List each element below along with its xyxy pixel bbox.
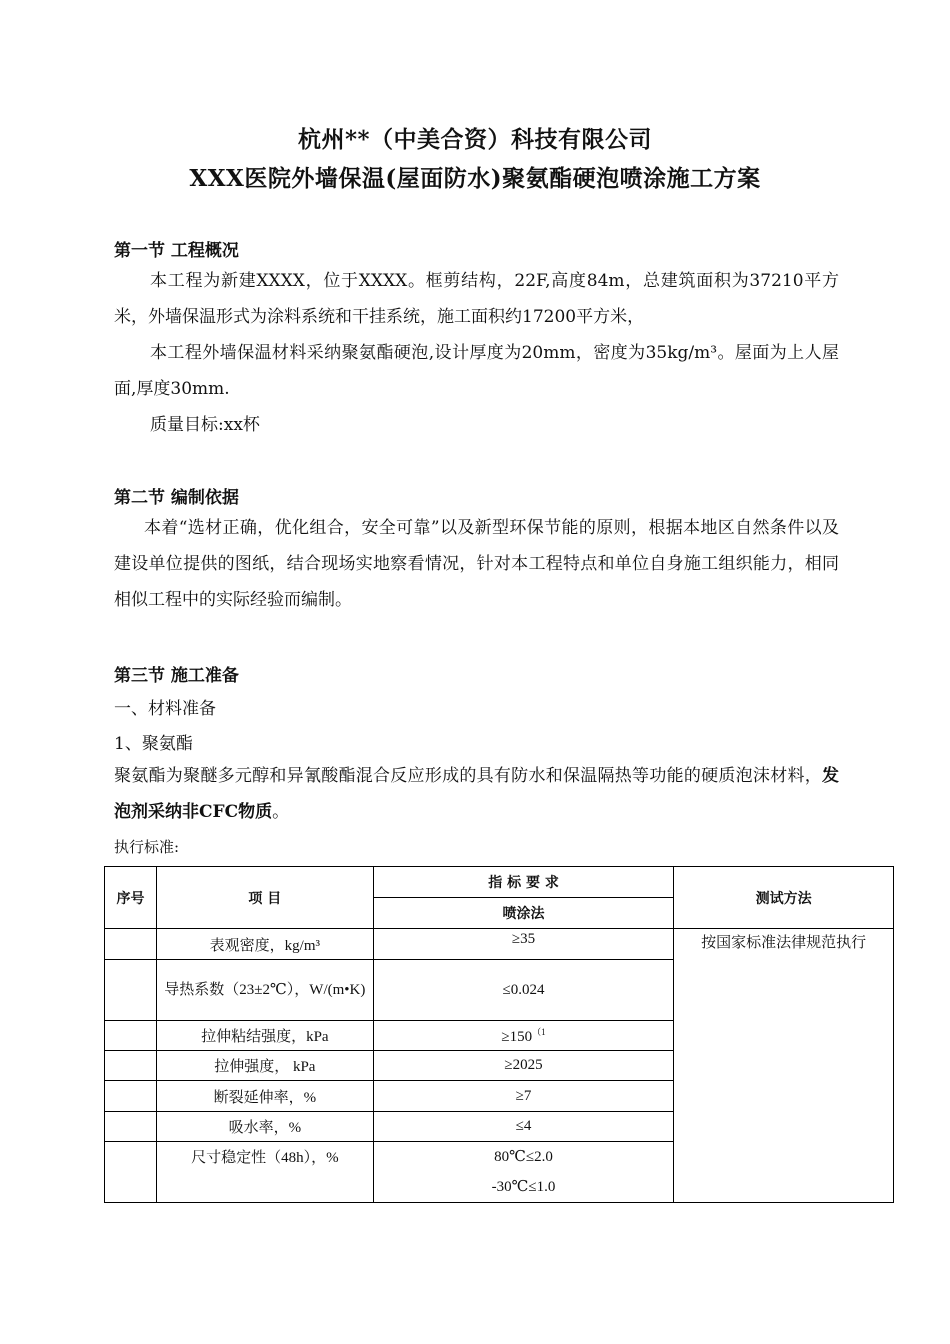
row-item: 导热系数（23±2℃），W/(m•K): [156, 960, 373, 1021]
table-row: [105, 929, 894, 960]
section-1-paragraph-2: 本工程外墙保温材料采纳聚氨酯硬泡,设计厚度为20mm，密度为35kg/m³。屋面为上人屋面,厚度30mm.: [114, 343, 839, 399]
section-1-paragraph-1: 本工程为新建XXXX，位于XXXX。框剪结构，22F,高度84m，总建筑面积为37210平方米，外墙保温形式为涂料系统和干挂系统，施工面积约17200平方米，: [114, 271, 839, 327]
spec-table: [104, 866, 894, 1203]
row-item: 拉伸粘结强度，kPa: [156, 1021, 373, 1051]
row-value: ≥7: [373, 1081, 674, 1112]
value-low-temp: -30℃≤1.0: [491, 1179, 556, 1195]
document-title: XXX医院外墙保温(屋面防水)聚氨酯硬泡喷涂施工方案: [189, 165, 761, 192]
section-1-quality-goal: 质量目标:xx杯: [150, 415, 260, 435]
row-value: [373, 1021, 674, 1051]
header-indicator: 指 标 要 求: [373, 867, 674, 898]
row-value: ≤4: [373, 1112, 674, 1142]
company-title: 杭州**（中美合资）科技有限公司: [297, 126, 653, 153]
row-no: [105, 1142, 157, 1203]
description-end: 。: [272, 802, 290, 822]
test-method: 按国家标准法律规范执行: [674, 929, 894, 1203]
row-value: ≥2025: [373, 1051, 674, 1081]
blowing-agent-note: 发泡剂采纳非CFC物质: [114, 766, 839, 822]
description-text: 聚氨酯为聚醚多元醇和异氰酸酯混合反应形成的具有防水和保温隔热等功能的硬质泡沫材料，: [114, 766, 822, 786]
section-3-heading: 第三节 施工准备: [114, 666, 239, 686]
section-1-heading: 第一节 工程概况: [114, 241, 239, 261]
row-value: [373, 1142, 674, 1203]
row-item: 表观密度，kg/m³: [156, 929, 373, 960]
footnote-mark: （1: [532, 1027, 546, 1037]
row-item: 拉伸强度， kPa: [156, 1051, 373, 1081]
row-no: [105, 1081, 157, 1112]
row-no: [105, 1112, 157, 1142]
row-no: [105, 1051, 157, 1081]
header-method: 测试方法: [674, 867, 894, 929]
value-text: ≥150: [501, 1029, 533, 1045]
polyurethane-subheading: 1、聚氨酯: [114, 734, 193, 754]
row-value: ≥35: [373, 929, 674, 960]
row-no: [105, 1021, 157, 1051]
row-no: [105, 960, 157, 1021]
row-item: 吸水率，%: [156, 1112, 373, 1142]
header-no: 序号: [105, 867, 157, 929]
row-value: ≤0.024: [373, 960, 674, 1021]
value-high-temp: 80℃≤2.0: [494, 1149, 553, 1165]
row-item: 断裂延伸率，%: [156, 1081, 373, 1112]
row-no: [105, 929, 157, 960]
header-spray: 喷涂法: [373, 898, 674, 929]
header-item: 项 目: [156, 867, 373, 929]
polyurethane-description: [114, 758, 839, 830]
standard-label: 执行标准:: [114, 838, 180, 856]
section-2-heading: 第二节 编制依据: [114, 488, 239, 508]
materials-subheading: 一、材料准备: [114, 699, 216, 719]
row-item: 尺寸稳定性（48h），%: [156, 1142, 373, 1203]
section-2-paragraph: 本着“选材正确，优化组合，安全可靠”以及新型环保节能的原则，根据本地区自然条件以及建设单位提供的图纸，结合现场实地察看情况，针对本工程特点和单位自身施工组织能力，相同相似工程中的实际经验而编制。: [114, 518, 839, 610]
